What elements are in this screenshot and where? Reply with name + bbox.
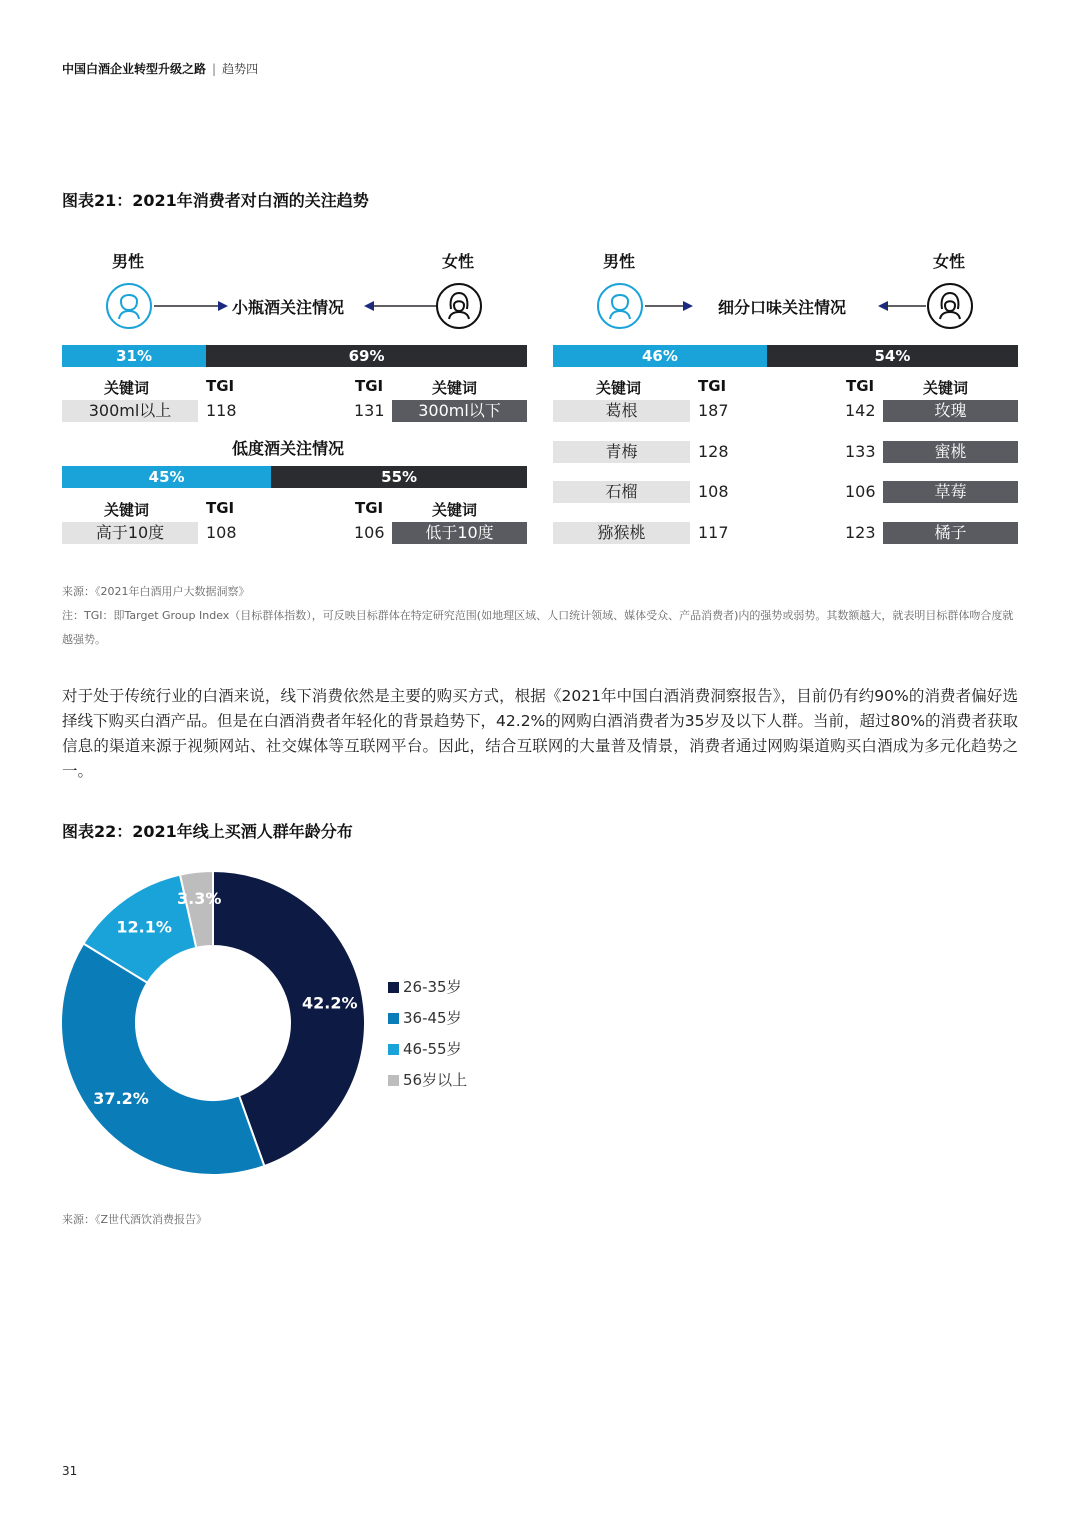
- small-female-bar: 69%: [206, 345, 527, 367]
- small-male-bar: 31%: [62, 345, 206, 367]
- age-donut-chart: [52, 862, 374, 1184]
- taste-male-label: 男性: [603, 252, 636, 271]
- taste-male-tgi: 117: [698, 523, 729, 542]
- body-paragraph: 对于处于传统行业的白酒来说，线下消费依然是主要的购买方式，根据《2021年中国白酒消费洞察报告》，目前仍有约90%的消费者偏好选择线下购买白酒产品。但是在白酒消费者年轻化的背景趋势下，42.2%的网购白酒消费者为35岁及以下人群。当前，超过80%的消费者获取信息的渠道来源于视频网站、社交媒体等互联网平台。因此，结合互联网的大量普及情景，消费者通过网购渠道购买白酒成为多元化趋势之一。: [62, 687, 1018, 780]
- taste-share-bar: [553, 345, 1018, 367]
- arrow-right-icon: [154, 299, 228, 313]
- low-head-kw-female: 关键词: [432, 501, 478, 519]
- taste-male-bar: 46%: [553, 345, 767, 367]
- low-male-keyword: 高于10度: [62, 522, 198, 544]
- taste-female-tgi: 106: [845, 482, 876, 501]
- small-head-kw-female: 关键词: [432, 379, 478, 397]
- small-share-bar: [62, 345, 527, 367]
- taste-female-keyword: 蜜桃: [883, 441, 1018, 463]
- arrow-left-icon: [364, 299, 436, 313]
- legend-swatch: [388, 1044, 399, 1055]
- low-female-bar: 55%: [271, 466, 527, 488]
- donut-slice-2: [61, 944, 264, 1175]
- low-topic-label: 低度酒关注情况: [232, 439, 345, 458]
- legend-item: [388, 976, 467, 1007]
- legend-swatch: [388, 982, 399, 993]
- small-head-tgi-female: TGI: [355, 377, 384, 395]
- taste-head-kw-female: 关键词: [923, 379, 969, 397]
- small-head-tgi-male: TGI: [206, 377, 235, 395]
- header-separator: |: [212, 62, 217, 76]
- taste-female-tgi: 142: [845, 401, 876, 420]
- legend-label: 46-55岁: [403, 1040, 462, 1058]
- male-icon: [597, 283, 643, 329]
- female-icon: [927, 283, 973, 329]
- low-female-keyword: 低于10度: [392, 522, 527, 544]
- taste-male-keyword: 葛根: [553, 400, 690, 422]
- legend-swatch: [388, 1075, 399, 1086]
- header-title: 中国白酒企业转型升级之路: [62, 62, 207, 76]
- taste-male-keyword: 石榴: [553, 481, 690, 503]
- small-female-tgi: 131: [354, 401, 385, 420]
- low-share-bar: [62, 466, 527, 488]
- page-number: 31: [62, 1464, 78, 1478]
- running-header: [62, 60, 258, 77]
- donut-label-3: 12.1%: [116, 917, 172, 937]
- female-icon: [436, 283, 482, 329]
- legend-item: [388, 1038, 467, 1069]
- low-male-tgi: 108: [206, 523, 237, 542]
- donut-label-4: 3.3%: [177, 888, 222, 908]
- small-topic-label: 小瓶酒关注情况: [232, 298, 345, 317]
- legend-swatch: [388, 1013, 399, 1024]
- fig22-source: 来源：《Z世代酒饮消费报告》: [62, 1213, 208, 1226]
- taste-female-tgi: 133: [845, 442, 876, 461]
- low-head-tgi-female: TGI: [355, 499, 384, 517]
- taste-female-keyword: 玫瑰: [883, 400, 1018, 422]
- low-head-tgi-male: TGI: [206, 499, 235, 517]
- taste-head-kw-male: 关键词: [596, 379, 642, 397]
- fig21-source: 来源：《2021年白酒用户大数据洞察》: [62, 585, 250, 598]
- taste-male-tgi: 128: [698, 442, 729, 461]
- legend-label: 36-45岁: [403, 1009, 462, 1027]
- taste-female-bar: 54%: [767, 345, 1018, 367]
- small-male-keyword: 300ml以上: [62, 400, 198, 422]
- small-male-label: 男性: [112, 252, 145, 271]
- taste-male-tgi: 108: [698, 482, 729, 501]
- donut-legend: [388, 976, 467, 1100]
- low-male-bar: 45%: [62, 466, 271, 488]
- donut-label-2: 37.2%: [93, 1088, 149, 1108]
- taste-male-keyword: 青梅: [553, 441, 690, 463]
- legend-item: [388, 1069, 467, 1100]
- donut-label-1: 42.2%: [301, 993, 358, 1013]
- male-icon: [106, 283, 152, 329]
- low-head-kw-male: 关键词: [104, 501, 150, 519]
- small-head-kw-male: 关键词: [104, 379, 150, 397]
- taste-male-keyword: 猕猴桃: [553, 522, 690, 544]
- small-female-label: 女性: [442, 252, 475, 271]
- arrow-left-icon: [878, 299, 926, 313]
- fig22-title: 图表22：2021年线上买酒人群年龄分布: [62, 822, 353, 841]
- taste-female-keyword: 草莓: [883, 481, 1018, 503]
- fig21-title: 图表21：2021年消费者对白酒的关注趋势: [62, 191, 369, 210]
- taste-male-tgi: 187: [698, 401, 729, 420]
- header-section: 趋势四: [222, 62, 259, 76]
- taste-head-tgi-female: TGI: [846, 377, 875, 395]
- arrow-right-icon: [645, 299, 693, 313]
- taste-topic-label: 细分口味关注情况: [718, 298, 847, 317]
- taste-female-tgi: 123: [845, 523, 876, 542]
- taste-head-tgi-male: TGI: [698, 377, 727, 395]
- taste-female-keyword: 橘子: [883, 522, 1018, 544]
- legend-label: 56岁以上: [403, 1071, 468, 1089]
- small-male-tgi: 118: [206, 401, 237, 420]
- legend-label: 26-35岁: [403, 978, 462, 996]
- low-female-tgi: 106: [354, 523, 385, 542]
- fig21-note: 注：TGI：即Target Group Index（目标群体指数），可反映目标群体在特定研究范围(如地理区域、人口统计领域、媒体受众、产品消费者)内的强势或弱势。其数额越大，就表明目标群体吻合度就越强势。: [62, 609, 1014, 646]
- small-female-keyword: 300ml以下: [392, 400, 527, 422]
- taste-female-label: 女性: [933, 252, 966, 271]
- legend-item: [388, 1007, 467, 1038]
